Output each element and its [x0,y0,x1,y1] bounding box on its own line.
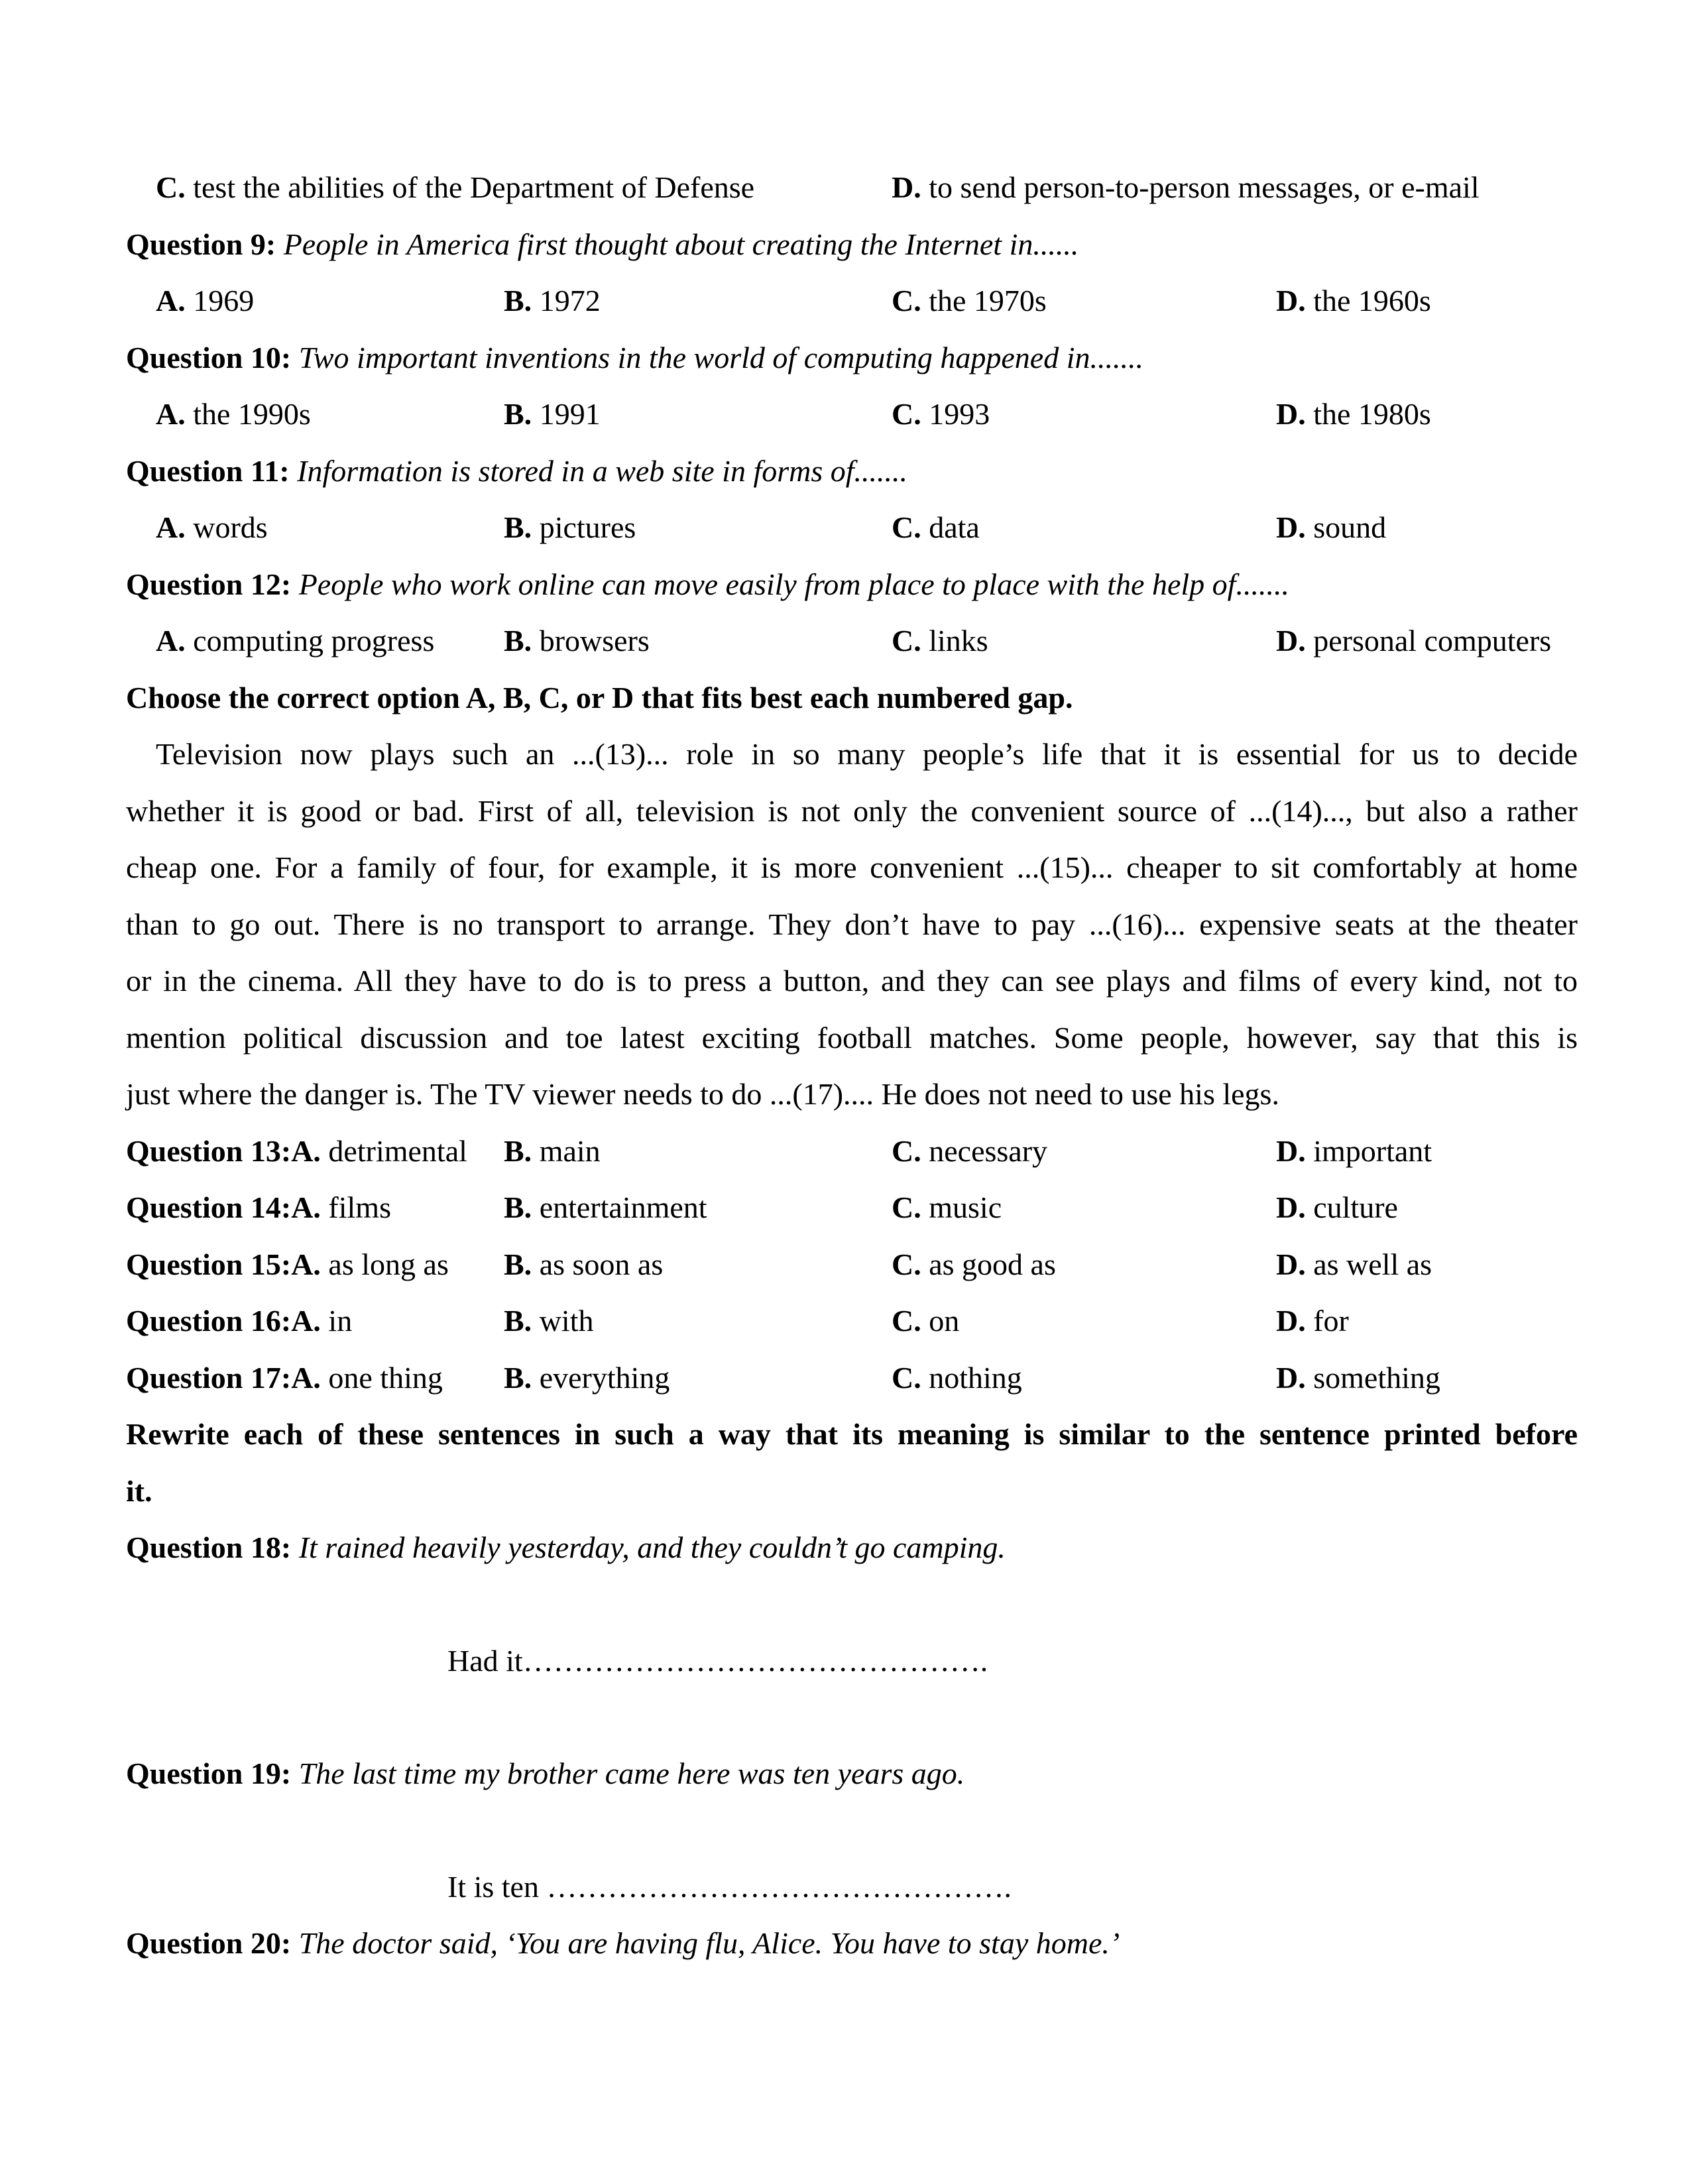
question-8-options-continued [126,159,1578,216]
question-10-options [126,386,1578,443]
option-b: B. browsers [504,624,650,658]
option-b: B. 1991 [504,397,601,431]
passage-line: mention political discussion and toe latest exciting football matches. Some people, however, say that this is [126,1020,1578,1055]
question-13-row [126,1123,1578,1180]
option-d: D. important [1276,1133,1432,1168]
question-9-stem: Question 9: People in America first thought about creating the Internet in...... [126,227,1079,261]
option-a: A. 1969 [156,284,255,317]
option-b: B. everything [504,1360,670,1395]
option-a: A. words [156,510,268,544]
passage-line: just where the danger is. The TV viewer needs to do ...(17).... He does not need to use his legs. [126,1077,1279,1111]
question-19-stem: Question 19: The last time my brother came here was ten years ago. [126,1756,965,1790]
passage-line: Television now plays such an ...(13)... role in so many people’s life that it is essential for us to decide [156,737,1578,771]
option-c: C. nothing [892,1360,1022,1395]
option-c: C. 1993 [892,397,990,431]
question-10-stem: Question 10: Two important inventions in the world of computing happened in....... [126,340,1144,374]
passage-line: whether it is good or bad. First of all, television is not only the convenient source of ...(14)..., but also a rather [126,793,1578,828]
passage-line: cheap one. For a family of four, for example, it is more convenient ...(15)... cheaper to sit comfortably at home [126,850,1578,884]
option-b: B. pictures [504,510,636,544]
question-11-options [126,499,1578,556]
option-b: B. entertainment [504,1190,707,1224]
option-b: B. with [504,1304,594,1338]
option-a: Question 15:A. as long as [126,1247,449,1281]
option-a: A. the 1990s [156,397,311,431]
option-d: D. for [1276,1304,1349,1338]
option-d: D. personal computers [1276,624,1552,658]
option-b: B. 1972 [504,284,601,317]
answer-prompt: It is ten ………………………………………. [447,1869,1012,1904]
question-16-row [126,1293,1578,1350]
option-c: C. links [892,624,988,658]
rewrite-instruction-continued: it. [126,1473,152,1508]
question-11-stem: Question 11: Information is stored in a web site in forms of....... [126,453,908,488]
question-14-row [126,1179,1578,1236]
rewrite-instruction: Rewrite each of these sentences in such a way that its meaning is similar to the sentence printed before [126,1417,1578,1451]
option-c: C. the 1970s [892,284,1047,317]
option-a: Question 14:A. films [126,1190,391,1224]
option-a: A. computing progress [156,624,435,658]
option-d: D. sound [1276,510,1387,544]
option-b: B. as soon as [504,1247,664,1281]
option-b: B. main [504,1133,601,1168]
option-d: D. the 1960s [1276,284,1431,317]
option-c: C. test the abilities of the Department of Defense [156,170,755,204]
worksheet-page [126,159,1578,1972]
option-c: C. on [892,1304,960,1338]
question-18-stem: Question 18: It rained heavily yesterday, and they couldn’t go camping. [126,1530,1006,1564]
option-a: Question 17:A. one thing [126,1360,443,1395]
option-c: C. data [892,510,980,544]
question-12-options [126,612,1578,669]
option-d: D. as well as [1276,1247,1432,1281]
option-a: Question 16:A. in [126,1304,353,1338]
cloze-instruction: Choose the correct option A, B, C, or D that fits best each numbered gap. [126,680,1073,715]
question-9-options [126,272,1578,329]
option-c: C. necessary [892,1133,1048,1168]
question-17-row [126,1350,1578,1407]
passage-line: than to go out. There is no transport to arrange. They don’t have to pay ...(16)... expensive seats at the theater [126,907,1578,941]
option-d: D. something [1276,1360,1440,1395]
passage-line: or in the cinema. All they have to do is to press a button, and they can see plays and films of every kind, not to [126,964,1578,998]
question-20-stem: Question 20: The doctor said, ‘You are having flu, Alice. You have to stay home.’ [126,1926,1120,1960]
question-15-row [126,1236,1578,1293]
option-d: D. the 1980s [1276,397,1431,431]
question-12-stem: Question 12: People who work online can move easily from place to place with the help of....... [126,567,1289,601]
option-c: C. music [892,1190,1002,1224]
option-d: D. to send person-to-person messages, or e-mail [892,170,1480,204]
option-a: Question 13:A. detrimental [126,1133,467,1168]
option-d: D. culture [1276,1190,1398,1224]
option-c: C. as good as [892,1247,1056,1281]
answer-prompt: Had it………………………………………. [447,1643,988,1678]
